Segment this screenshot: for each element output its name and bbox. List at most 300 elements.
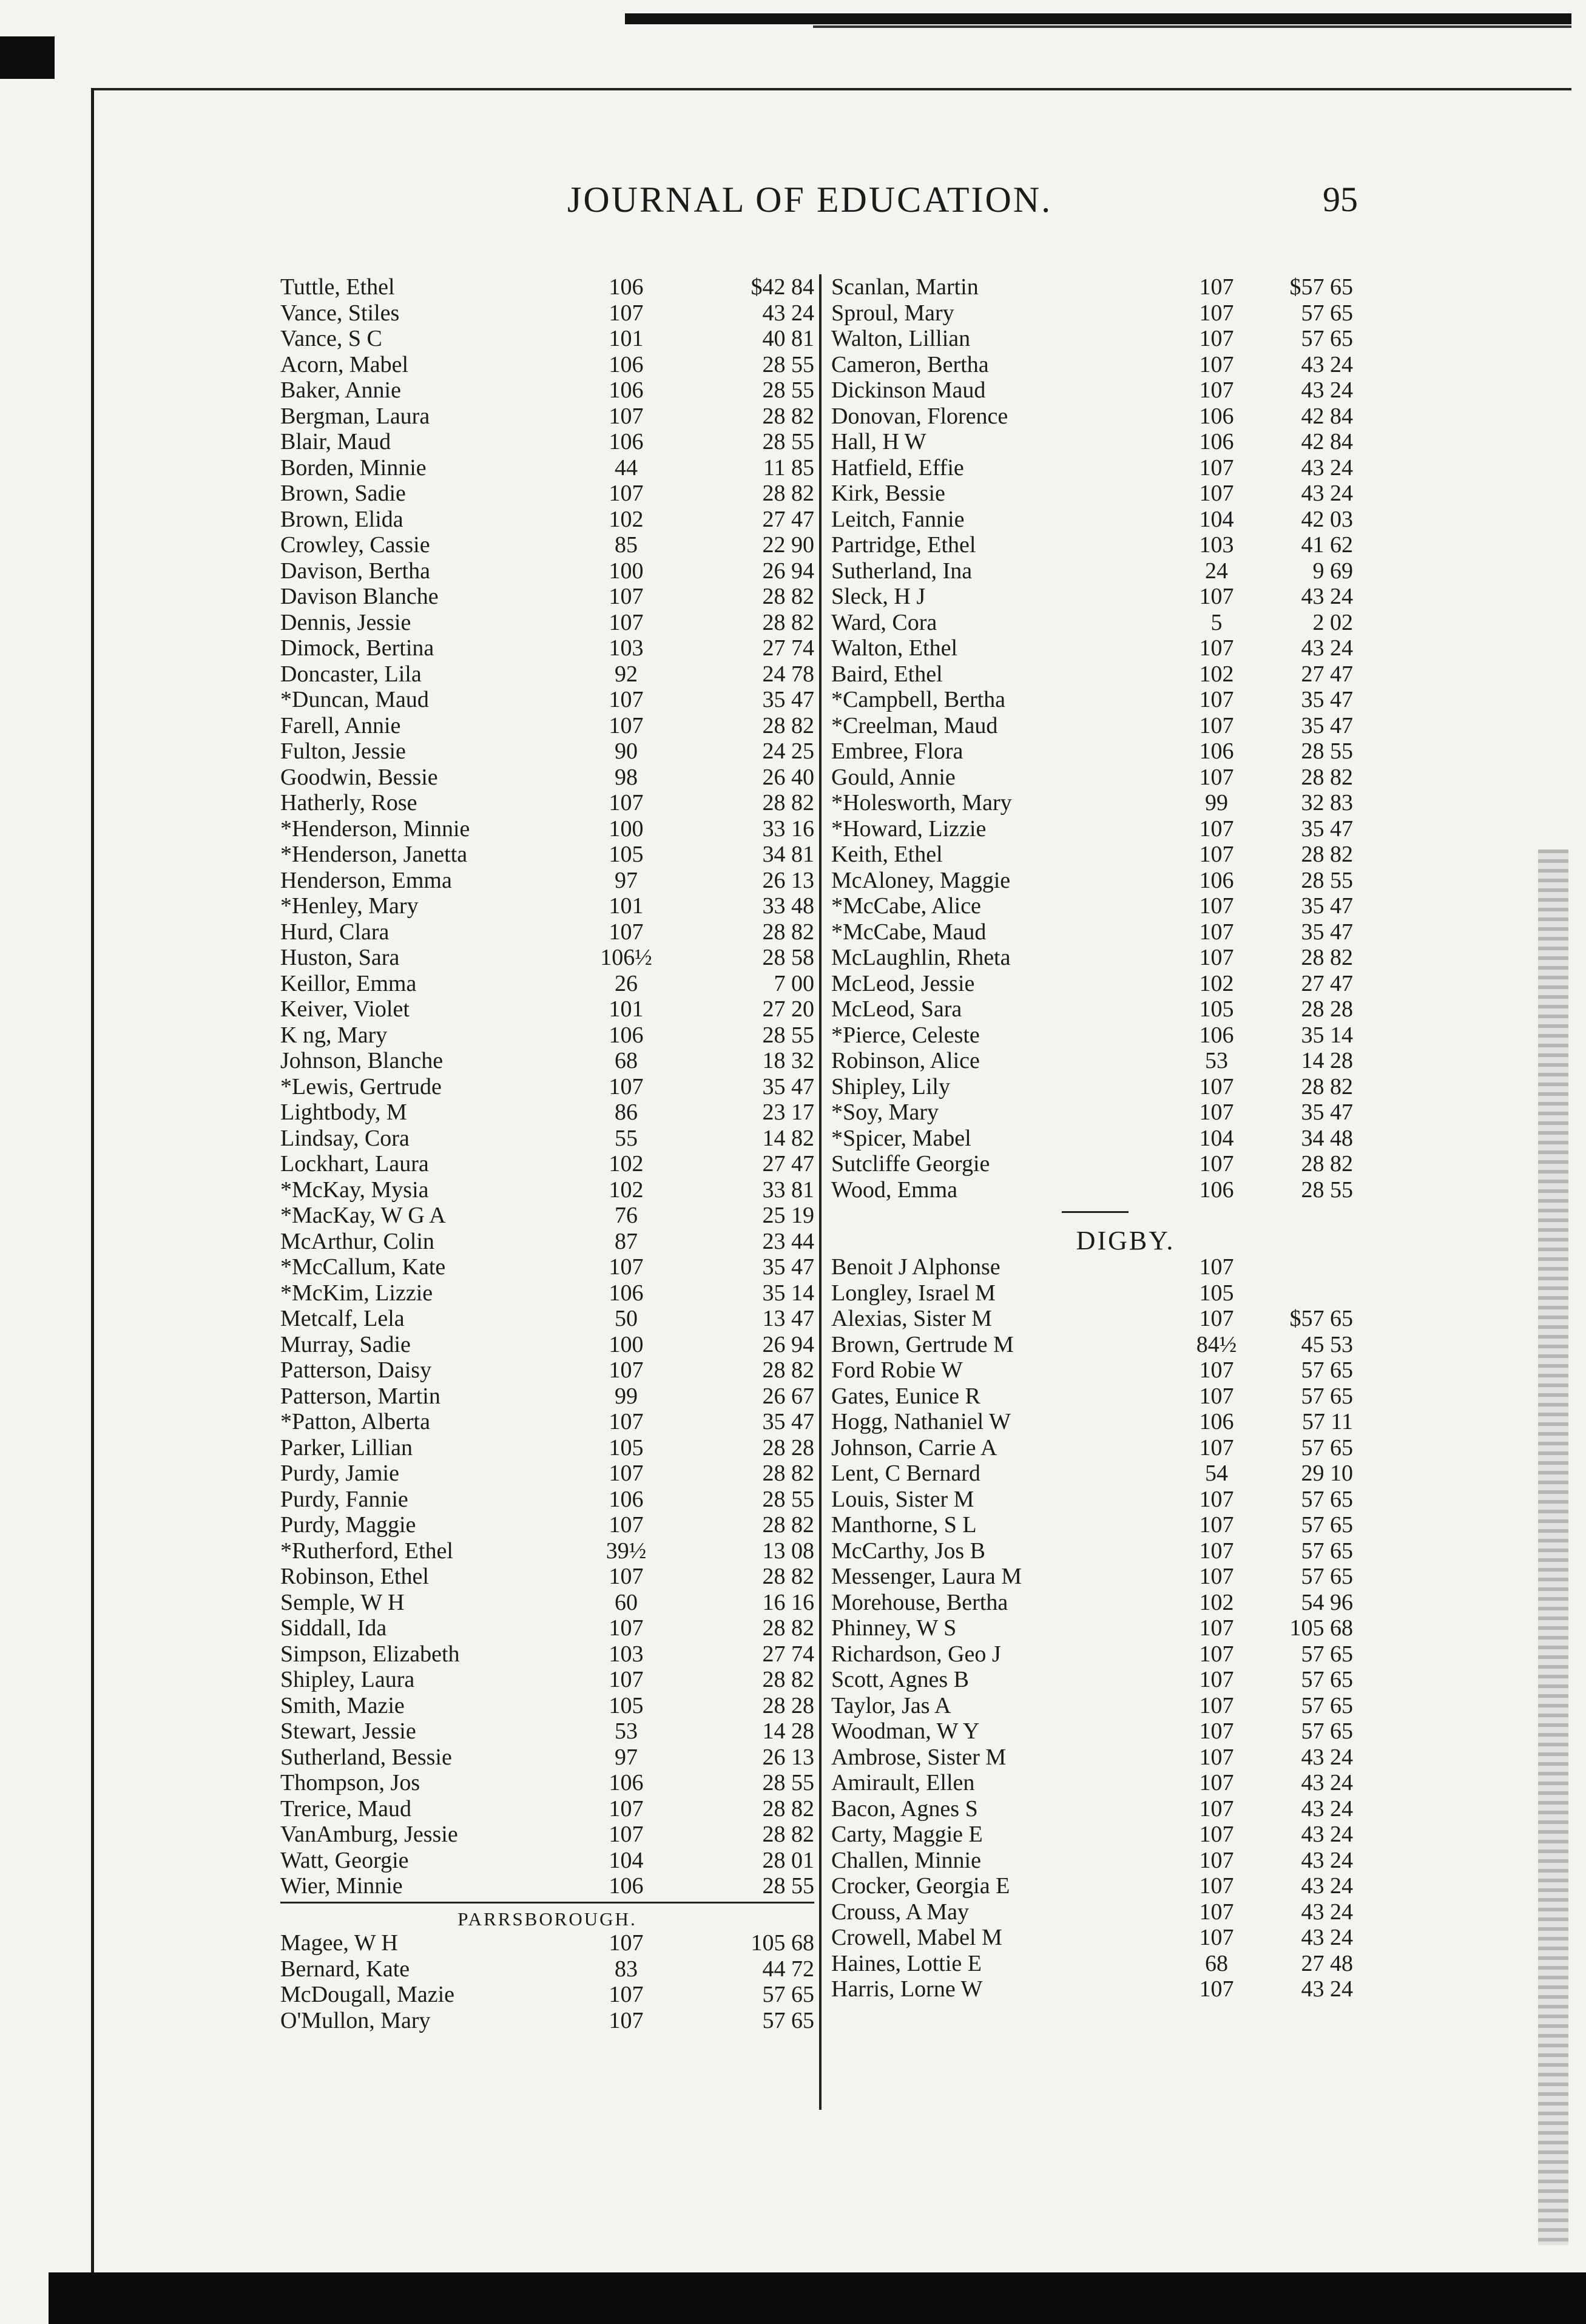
table-row [280,1100,814,1126]
table-row [831,1177,1377,1203]
teacher-name: Longley, Israel M [831,1280,996,1306]
teacher-name: Blair, Maud [280,429,391,454]
teacher-name: Bergman, Laura [280,403,430,429]
amount-value: 23 44 [762,1228,814,1254]
teacher-name: McAloney, Maggie [831,867,1011,893]
grade-value: 107 [609,1409,644,1434]
table-row [831,919,1377,945]
grade-value: 107 [1199,1822,1234,1847]
grade-value: 5 [1210,609,1223,635]
table-row [280,1048,814,1074]
table-row [831,558,1377,584]
teacher-name: Sutherland, Bessie [280,1744,452,1770]
amount-value: 28 82 [1301,1151,1353,1177]
teacher-name: Farell, Annie [280,712,401,738]
table-row [831,429,1377,455]
amount-value: 16 16 [762,1589,814,1615]
amount-value: 57 65 [1301,1538,1353,1564]
table-row [280,790,814,816]
table-row [280,1796,814,1822]
amount-value: 13 08 [762,1538,814,1564]
grade-value: 76 [615,1203,638,1228]
amount-value: 35 14 [762,1280,814,1306]
scan-edge-top-thin [813,25,1571,28]
table-row [280,1461,814,1487]
teacher-name: *Campbell, Bertha [831,687,1006,712]
grade-value: 107 [609,300,644,326]
amount-value: 26 94 [762,1331,814,1357]
grade-value: 107 [609,1822,644,1847]
grade-value: 106 [1199,403,1234,429]
amount-value: 34 48 [1301,1125,1353,1151]
grade-value: 92 [615,661,638,687]
amount-value: 57 65 [1301,1512,1353,1538]
amount-value: 57 65 [1301,1718,1353,1744]
grade-value: 106 [609,274,644,300]
grade-value: 107 [609,2007,644,2033]
amount-value: 57 65 [1301,1641,1353,1667]
teacher-name: Ward, Cora [831,609,937,635]
amount-value: 28 28 [762,1434,814,1461]
grade-value: 107 [1199,1667,1234,1692]
grade-value: 107 [609,1512,644,1538]
grade-value: 50 [615,1306,638,1331]
grade-value: 107 [609,790,644,816]
grade-value: 107 [1199,1641,1234,1667]
amount-value: 43 24 [1301,377,1353,403]
amount-value: 35 47 [1301,893,1353,919]
table-row [280,1177,814,1203]
table-row [831,1383,1377,1410]
teacher-name: Gates, Eunice R [831,1383,980,1409]
teacher-name: Harris, Lorne W [831,1976,983,2002]
table-row [280,610,814,636]
amount-value: 28 82 [762,1667,814,1692]
table-row [831,1873,1377,1899]
table-row [831,404,1377,430]
teacher-name: Alexias, Sister M [831,1306,992,1331]
table-row [831,1357,1377,1383]
amount-value: 33 16 [762,816,814,842]
teacher-name: Hatherly, Rose [280,790,417,816]
teacher-name: Watt, Georgie [280,1847,409,1873]
grade-value: 102 [609,1177,644,1203]
table-row [831,584,1377,610]
table-row [280,868,814,894]
teacher-name: O'Mullon, Mary [280,2007,431,2033]
section-title: DIGBY. [1076,1225,1175,1255]
amount-value: 27 20 [762,996,814,1022]
amount-value: 28 82 [762,1357,814,1383]
table-row [831,1048,1377,1074]
amount-value: 57 65 [1301,326,1353,351]
table-row [280,352,814,378]
amount-value: 43 24 [1301,1795,1353,1822]
teacher-name: Taylor, Jas A [831,1692,951,1718]
amount-value: 43 24 [1301,454,1353,481]
grade-value: 107 [1199,1538,1234,1564]
amount-value: 24 25 [762,738,814,764]
grade-value: 106 [609,1280,644,1306]
teacher-name: Thompson, Jos [280,1770,420,1795]
amount-value: 35 47 [1301,919,1353,945]
amount-value: 28 55 [762,1022,814,1048]
teacher-name: Sleck, H J [831,584,926,609]
teacher-name: Acorn, Mabel [280,351,409,377]
page-top-rule [91,88,1571,90]
grade-value: 106 [1199,867,1234,893]
grade-value: 107 [1199,454,1234,481]
teacher-name: Stewart, Jessie [280,1718,416,1744]
amount-value: 105 68 [1289,1615,1353,1641]
table-row [280,1873,814,1899]
table-row [280,765,814,791]
amount-value: 43 24 [1301,481,1353,506]
teacher-name: *Henley, Mary [280,893,419,919]
grade-value: 107 [609,1564,644,1589]
table-row [831,1254,1377,1280]
grade-value: 60 [615,1589,638,1615]
grade-value: 106 [1199,738,1234,764]
teacher-name: Wood, Emma [831,1177,958,1203]
amount-value: 26 13 [762,867,814,893]
grade-value: 106 [1199,1177,1234,1203]
teacher-name: Carty, Maggie E [831,1822,983,1847]
teacher-name: *McKim, Lizzie [280,1280,433,1306]
table-row [831,713,1377,739]
amount-value: 35 47 [762,1409,814,1434]
table-row [280,1409,814,1435]
grade-value: 107 [609,1930,644,1956]
teacher-name: Walton, Ethel [831,635,957,661]
table-row [831,996,1377,1022]
grade-value: 99 [1205,790,1228,816]
scan-edge-top [625,13,1571,24]
page-right-edge [1538,850,1568,2245]
teacher-name: Goodwin, Bessie [280,764,438,790]
amount-value: 28 82 [1301,945,1353,970]
grade-value: 107 [609,1073,644,1100]
amount-value: 7 00 [774,970,814,996]
teacher-name: Partridge, Ethel [831,532,976,558]
table-row [280,584,814,610]
amount-value: 28 55 [762,1873,814,1899]
grade-value: 106 [609,429,644,454]
grade-value: 107 [1199,687,1234,712]
teacher-name: *Soy, Mary [831,1100,939,1125]
teacher-name: Murray, Sadie [280,1331,411,1357]
table-row [280,1151,814,1177]
teacher-name: Purdy, Maggie [280,1512,416,1538]
amount-value: 22 90 [762,532,814,558]
section-rule [280,1902,814,1903]
amount-value: 57 65 [1301,1383,1353,1409]
amount-value: 57 65 [1301,1667,1353,1692]
amount-value: 2 02 [1312,609,1353,635]
table-row [280,1693,814,1719]
amount-value: 42 84 [1301,429,1353,454]
grade-value: 106 [609,1873,644,1899]
teacher-name: McLeod, Sara [831,996,962,1022]
teacher-name: *Lewis, Gertrude [280,1073,442,1100]
amount-value: 27 47 [762,1151,814,1177]
grade-value: 107 [1199,584,1234,609]
teacher-name: Davison Blanche [280,584,439,609]
grade-value: 106 [1199,1409,1234,1434]
teacher-name: Baker, Annie [280,377,401,403]
teacher-name: Metcalf, Lela [280,1306,405,1331]
teacher-name: Hall, H W [831,429,926,454]
amount-value: 25 19 [762,1203,814,1228]
table-row [831,1976,1377,2002]
amount-value: 28 55 [1301,1177,1353,1203]
grade-value: 107 [1199,1847,1234,1873]
amount-value: 43 24 [1301,1744,1353,1770]
table-row [280,1982,814,2008]
grade-value: 102 [1199,661,1234,687]
table-row [280,1590,814,1616]
teacher-name: Borden, Minnie [280,454,427,481]
table-row [831,1100,1377,1126]
amount-value: 43 24 [1301,584,1353,609]
grade-value: 107 [609,1795,644,1822]
amount-value: 28 82 [762,1822,814,1847]
amount-value: 28 55 [1301,867,1353,893]
teacher-name: Huston, Sara [280,945,400,970]
amount-value: 35 47 [1301,712,1353,738]
amount-value: 28 82 [762,403,814,429]
grade-value: 101 [609,893,644,919]
teacher-name: Haines, Lottie E [831,1950,982,1976]
teacher-name: Brown, Sadie [280,481,406,506]
grade-value: 106 [609,1770,644,1795]
table-row [280,635,814,661]
teacher-name: McLaughlin, Rheta [831,945,1011,970]
amount-value: 43 24 [762,300,814,326]
amount-value: 57 65 [1301,300,1353,326]
table-row [831,1615,1377,1641]
table-row [280,377,814,404]
amount-value: 28 82 [762,1615,814,1641]
amount-value: 26 13 [762,1744,814,1770]
teacher-name: Walton, Lillian [831,326,971,351]
grade-value: 107 [609,1615,644,1641]
table-row [831,1074,1377,1100]
teacher-name: Brown, Gertrude M [831,1331,1014,1357]
table-row [831,1435,1377,1461]
amount-value: 34 81 [762,842,814,867]
amount-value: 28 82 [762,609,814,635]
amount-value: 43 24 [1301,1847,1353,1873]
teacher-name: Semple, W H [280,1589,405,1615]
table-row [280,738,814,765]
amount-value: 57 65 [1301,1486,1353,1512]
grade-value: 99 [615,1383,638,1409]
amount-value: 57 65 [1301,1434,1353,1461]
table-row [831,300,1377,326]
teacher-name: Shipley, Lily [831,1073,950,1100]
table-row [280,1848,814,1874]
amount-value: 57 65 [1301,1564,1353,1589]
grade-value: 102 [609,506,644,532]
table-row [280,1126,814,1152]
section-header-digby [831,1225,1377,1255]
table-row [280,1745,814,1771]
table-row [831,1538,1377,1564]
grade-value: 24 [1205,558,1228,584]
amount-value: 43 24 [1301,1873,1353,1899]
amount-value: 27 47 [1301,970,1353,996]
amount-value: 44 72 [762,1956,814,1982]
grade-value: 107 [609,584,644,609]
table-row [831,274,1377,300]
journal-title: JOURNAL OF EDUCATION. [567,180,1053,220]
amount-value: 42 84 [1301,403,1353,429]
amount-value: 28 82 [762,1795,814,1822]
teacher-name: Vance, S C [280,326,382,351]
table-row [280,816,814,842]
teacher-name: Kirk, Bessie [831,481,945,506]
page-header [0,179,1586,228]
grade-value: 107 [1199,712,1234,738]
teacher-name: Scanlan, Martin [831,274,979,300]
amount-value: 28 82 [762,1512,814,1538]
table-row [831,1667,1377,1693]
teacher-name: Gould, Annie [831,764,956,790]
grade-value: 105 [609,1434,644,1461]
right-rows [831,274,1377,1203]
table-row [280,1718,814,1745]
grade-value: 107 [609,919,644,945]
grade-value: 103 [609,1641,644,1667]
table-row [831,1951,1377,1977]
amount-value: 57 65 [1301,1692,1353,1718]
table-row [831,1718,1377,1745]
grade-value: 106 [609,377,644,403]
amount-value: 35 47 [762,1254,814,1280]
table-row [280,1538,814,1564]
teacher-name: Purdy, Jamie [280,1461,399,1486]
grade-value: 101 [609,996,644,1022]
scan-edge-bottom [49,2272,1586,2324]
grade-value: 107 [1199,1873,1234,1899]
table-row [831,455,1377,481]
grade-value: 107 [1199,351,1234,377]
table-row [831,790,1377,816]
grade-value: 105 [1199,1280,1234,1306]
section-header-parrsborough [280,1905,814,1931]
teacher-name: McDougall, Mazie [280,1982,455,2007]
table-row [831,738,1377,765]
teacher-name: *McKay, Mysia [280,1177,429,1203]
table-row [280,971,814,997]
column-divider [819,274,822,2110]
amount-value: 28 55 [762,377,814,403]
amount-value: 28 58 [762,945,814,970]
amount-value: 28 82 [762,790,814,816]
grade-value: 107 [1199,1151,1234,1177]
grade-value: 107 [1199,1434,1234,1461]
amount-value: 43 24 [1301,1976,1353,2002]
amount-value: 14 28 [1301,1048,1353,1073]
teacher-name: Tuttle, Ethel [280,274,395,300]
amount-value: 42 03 [1301,506,1353,532]
teacher-name: Ambrose, Sister M [831,1744,1007,1770]
teacher-name: Scott, Agnes B [831,1667,969,1692]
grade-value: 107 [1199,1357,1234,1383]
table-row [280,1930,814,1956]
table-row [831,1925,1377,1951]
table-row [831,481,1377,507]
table-row [280,1280,814,1306]
amount-value: 57 65 [762,1982,814,2007]
amount-value: 57 65 [1301,1357,1353,1383]
amount-value: 24 78 [762,661,814,687]
teacher-name: Leitch, Fannie [831,506,965,532]
amount-value: 28 82 [1301,842,1353,867]
grade-value: 107 [1199,1899,1234,1925]
grade-value: 100 [609,558,644,584]
table-row [831,1693,1377,1719]
table-row [831,1590,1377,1616]
grade-value: 107 [609,1982,644,2007]
teacher-name: Siddall, Ida [280,1615,387,1641]
teacher-name: Challen, Minnie [831,1847,981,1873]
grade-value: 107 [1199,1795,1234,1822]
table-row [280,919,814,945]
table-row [831,765,1377,791]
table-row [831,687,1377,713]
grade-value: 107 [609,481,644,506]
table-row [280,1512,814,1538]
table-row [280,455,814,481]
amount-value: 26 67 [762,1383,814,1409]
amount-value: 35 47 [1301,816,1353,842]
teacher-name: Manthorne, S L [831,1512,977,1538]
amount-value: 45 53 [1301,1331,1353,1357]
table-row [280,1074,814,1100]
table-row [831,1022,1377,1049]
table-row [280,1615,814,1641]
teacher-name: McCarthy, Jos B [831,1538,986,1564]
table-row [280,1770,814,1796]
amount-value: 43 24 [1301,1899,1353,1925]
teacher-name: Crocker, Georgia E [831,1873,1010,1899]
right-column [831,274,1377,2002]
teacher-name: Lent, C Bernard [831,1461,980,1486]
grade-value: 26 [615,970,638,996]
teacher-name: Smith, Mazie [280,1692,405,1718]
grade-value: 107 [1199,1100,1234,1125]
grade-value: 107 [609,403,644,429]
table-row [831,1770,1377,1796]
grade-value: 107 [1199,1615,1234,1641]
grade-value: 97 [615,867,638,893]
teacher-name: Doncaster, Lila [280,661,422,687]
grade-value: 107 [609,1357,644,1383]
table-row [831,1461,1377,1487]
teacher-name: Fulton, Jessie [280,738,406,764]
table-row [831,1899,1377,1925]
table-row [280,1022,814,1049]
teacher-name: *Henderson, Minnie [280,816,470,842]
table-row [831,893,1377,919]
table-row [831,1332,1377,1358]
teacher-name: Trerice, Maud [280,1795,411,1822]
amount-value: 28 82 [762,481,814,506]
table-row [831,1409,1377,1435]
table-row [280,945,814,971]
